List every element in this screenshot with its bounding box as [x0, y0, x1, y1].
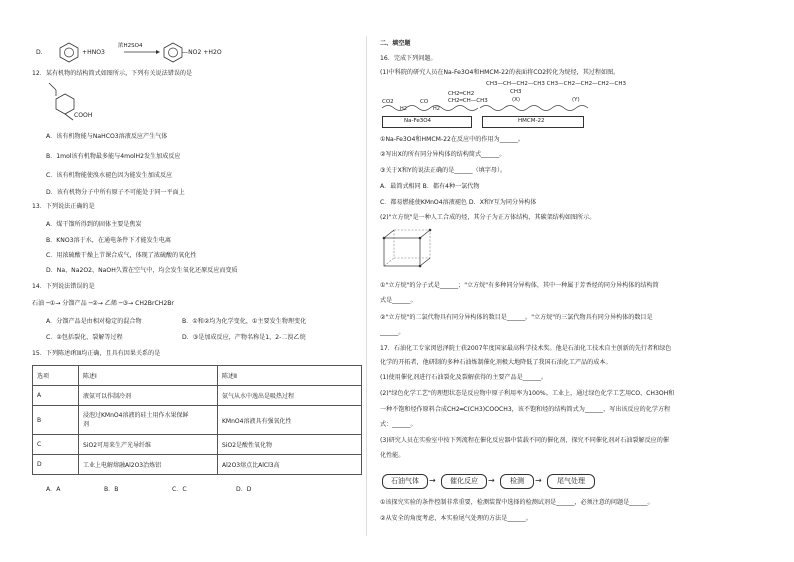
- q16-p2: (2)"立方烷"是一种人工合成的烃，其分子为正方体结构，其碳架结构如图所示。: [380, 214, 596, 221]
- table-row: [33, 435, 362, 455]
- q15-choice-b: B．B: [104, 486, 119, 493]
- table-row: [33, 386, 362, 406]
- table-cell: SiO2可用来生产光导纤维: [79, 435, 218, 455]
- benzene-circle-1: [65, 48, 74, 57]
- q17-i3b: 化性能。: [380, 452, 405, 459]
- table-cell: A: [33, 386, 79, 406]
- q13-stem: 13．下列说法正确的是: [32, 203, 95, 210]
- q17-stem2: 化学的开拓者，他研制的多种石油炼制催化剂极大地降低了我国石油化工产品的成本。: [380, 359, 612, 366]
- flow-arrow-icon: →: [535, 476, 542, 485]
- table-cell: 氨气从水中逸出是吸热过程: [218, 386, 362, 406]
- table-cell: C: [33, 435, 79, 455]
- table-row: [33, 455, 362, 475]
- q16-i3: ③关于X和Y的说法正确的是______（填字母）。: [380, 167, 507, 174]
- q12-option-d: D．该有机物分子中所有原子不可能处于同一平面上: [46, 189, 185, 196]
- q16-y-label: (Y): [572, 97, 580, 103]
- table-cell-line: 浸泡过KMnO4溶液的硅土用作水果保鲜: [83, 412, 189, 419]
- q12-option-c: C．该有机物能使溴水褪色因为能发生加成反应: [46, 172, 173, 179]
- column-divider: [366, 36, 367, 536]
- q13-option-a: A．煤干馏所得到的固体主要是焦炭: [46, 221, 142, 228]
- flow-arrow-icon: →: [488, 476, 495, 485]
- table-cell: KMnO4溶液具有强氧化性: [218, 406, 362, 435]
- benzene-circle-2: [169, 48, 178, 57]
- q16-arrows: [380, 102, 610, 114]
- q13-option-d: D．Na、Na2O2、NaOH久置在空气中，均会发生氧化还原反应而变质: [46, 267, 238, 274]
- reaction-arrowhead: [156, 50, 160, 54]
- q17-i2c: 式：______。: [380, 421, 417, 428]
- q17-f2: ②从安全的角度考虑，本实验尾气处理的方法是______。: [380, 515, 532, 522]
- table-header-cell: 陈述Ⅰ: [79, 366, 218, 386]
- flow-arrow-icon: →: [429, 476, 436, 485]
- table-row: [33, 406, 362, 435]
- cubane-structure: [380, 226, 440, 270]
- q12-option-b: B．1mol该有机物最多能与4molH2发生加成反应: [46, 153, 181, 160]
- q16-c2b: ______。: [380, 329, 405, 336]
- q17-i3: (3)研究人员在实验室中按下列流程在催化反应器中装载不同的催化剂，探究不同催化剂对石油裂解反应的催: [380, 437, 669, 444]
- option-d-product: —NO2 +H2O: [182, 49, 222, 56]
- q16-co: CO: [420, 99, 429, 105]
- table-header-row: [33, 366, 362, 386]
- q15-choice-a: A．A: [46, 486, 61, 493]
- q16-cat2: HMCM-22: [518, 118, 545, 124]
- q16-chain-top2: CH3: [510, 89, 522, 95]
- q14-option-b: B．①和②均为化学变化，①主要发生物理变化: [182, 318, 307, 325]
- table-cell: [79, 406, 218, 435]
- q12-stem: 12．某有机物的结构简式如图所示，下列有关说法错误的是: [32, 70, 193, 77]
- option-d-condition: 浓H2SO4: [118, 43, 143, 49]
- q17-i2: (2)"绿色化学工艺"的理想状态是反应物中原子利用率为100%。工业上，通过绿色化学工艺用CO、CH3OH和: [380, 390, 675, 397]
- q16-mol-mid: CH2═CH2: [448, 91, 475, 97]
- q13-option-c: C．用浓硫酸干燥上节课合成气，体现了浓硫酸的氧化性: [46, 252, 197, 259]
- q12-cooh: COOH: [74, 112, 93, 119]
- q16-h2-1: H2: [400, 106, 407, 112]
- q17-f1: ①该探究实验的条件控制非常重要，检测装置中选择的检测试剂是______，必须注意的问题是______。: [380, 499, 654, 506]
- q14-chain: 石油 ─①→ 分馏产品 ─②→ 乙烯 ─③→ CH2BrCH2Br: [32, 300, 174, 307]
- q16-c1b: 式是______。: [380, 297, 417, 304]
- q12-option-a: A．该有机物能与NaHCO3溶液反应产生气体: [46, 133, 168, 140]
- option-d-label: D．: [36, 49, 47, 56]
- q17-stem: 17．石油化工专家闵恩泽院士获2007年度国家最高科学技术奖。他是石油化工技术自主创新的先行者和绿色: [380, 345, 672, 352]
- benzene-ring-1: [60, 43, 78, 62]
- q15-choice-d: D．D: [236, 486, 252, 493]
- q16-i3ab: A．最简式相同 B．都有4种一氯代物: [380, 183, 480, 190]
- q17-i1: (1)使用催化剂进行石油裂化及裂解获得的主要产品是______。: [380, 374, 548, 381]
- q17-i2b: 一种不饱和烃作原料合成CH2═C(CH3)COOCH3，该不饱和烃的结构简式为______，写出该反应的化学方程: [380, 406, 671, 413]
- option-d-reagent: +HNO3: [82, 49, 105, 56]
- table-cell-line: 剂: [83, 421, 90, 428]
- q16-i2: ②写出X的所有同分异构体的结构简式______。: [380, 151, 506, 158]
- q14-option-a: A．分馏产品是由相对稳定的混合物: [46, 318, 142, 325]
- q15-table: [32, 365, 362, 475]
- table-cell: 工业上电解熔融Al2O3冶炼铝: [79, 455, 218, 475]
- q16-p1: (1)中科院的研究人员在Na-Fe3O4和HMCM-22的表面将CO2转化为烷烃，其过程如图。: [380, 69, 620, 76]
- flow-step-4: 尾气处理: [547, 474, 595, 489]
- table-header-cell: 陈述Ⅱ: [218, 366, 362, 386]
- q16-stem: 16．完成下列问题。: [380, 55, 437, 62]
- section-title: 二、填空题: [380, 40, 411, 47]
- q16-x-label: (X): [512, 97, 521, 103]
- q16-mol-mid2: CH2═CH—CH3: [448, 98, 488, 104]
- flow-step-3: 检测: [500, 474, 534, 489]
- q16-c1: ①"立方烷"的分子式是______；"立方烷"有多种同分异构体，其中一种属于芳香烃的同分异构体的结构简: [380, 282, 659, 289]
- table-cell: B: [33, 406, 79, 435]
- q15-choice-c: C．C: [172, 486, 187, 493]
- q16-h2-2: H2: [433, 106, 440, 112]
- q16-chain-top: CH3—CH—CH2—CH3 CH3—CH2—CH2—CH2—CH3: [486, 81, 627, 87]
- q16-co2: CO2: [382, 99, 394, 105]
- q14-stem: 14．下列说法错误的是: [32, 283, 95, 290]
- table-cell: Al2O3熔点比AlCl3高: [218, 455, 362, 475]
- q16-i3cd: C．都易燃能使KMnO4溶液褪色 D．X和Y互为同分异构体: [380, 199, 537, 206]
- flow-step-1: 石油气体: [382, 474, 428, 489]
- flow-step-2: 催化反应: [441, 474, 487, 489]
- q14-option-c: C．②包括裂化、裂解等过程: [46, 334, 123, 341]
- benzene-ring-2: [164, 43, 182, 62]
- q16-i1: ①Na-Fe3O4和HMCM-22在反应中的作用为______。: [380, 136, 524, 143]
- table-header-cell: 选项: [33, 366, 79, 386]
- q16-c2: ②"立方烷"的二氯代物具有同分异构体的数目是______。"立方烷"的三氯代物具有同分异构体的数目是: [380, 314, 653, 321]
- q16-cat1: Na-Fe3O4: [404, 118, 432, 124]
- q15-stem: 15．下列陈述Ⅰ和Ⅱ均正确，且具有因果关系的是: [32, 350, 161, 357]
- q13-option-b: B．KNO3溶于水，在通电条件下才能发生电离: [46, 237, 172, 244]
- table-cell: SiO2是酸性氧化物: [218, 435, 362, 455]
- table-cell: 液氨可以作制冷剂: [79, 386, 218, 406]
- table-cell: D: [33, 455, 79, 475]
- q14-option-d: D．③是加成反应，产物名称是1，2-二溴乙烷: [182, 334, 306, 341]
